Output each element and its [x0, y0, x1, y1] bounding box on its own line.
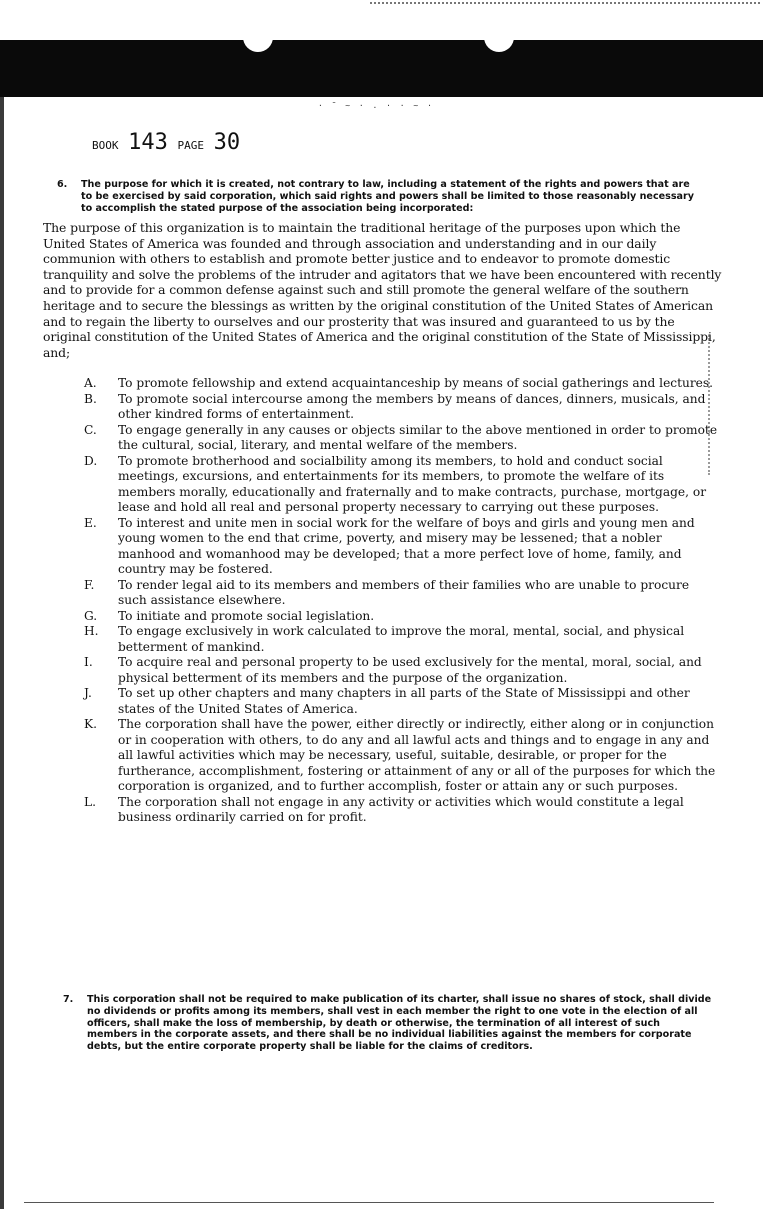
item-letter: J. [84, 686, 92, 700]
item-letter: F. [84, 577, 95, 592]
list-item [84, 454, 720, 516]
section-6-heading: The purpose for which it is created, not contrary to law, including a statement of the rights and powers that are to be exercised by said corporation, which said rights and powers shall be limited to those reasonably necessary to accomplish the stated purpose of the association being incorporated: [81, 179, 695, 214]
item-letter: C. [84, 422, 97, 437]
item-text: To promote social intercourse among the members by means of dances, dinners, musicals, and other kindred forms of entertainment. [118, 391, 706, 421]
purpose-items-list [84, 376, 720, 826]
item-text: To render legal aid to its members and members of their families who are unable to procure such assistance elsewhere. [118, 577, 690, 607]
list-item [84, 624, 720, 655]
book-page-reference [92, 130, 240, 155]
item-letter: D. [84, 453, 98, 468]
item-letter: B. [84, 391, 97, 406]
scan-artifact-specks: · ˜ ~ · . · · ~ · [318, 101, 434, 110]
item-text: To engage exclusively in work calculated to improve the moral, mental, social, and physical betterment of mankind. [118, 624, 685, 654]
section-6-number: 6. [57, 179, 68, 190]
list-item [84, 717, 720, 795]
list-item [84, 795, 720, 826]
purpose-paragraph: The purpose of this organization is to maintain the traditional heritage of the purposes upon which the United States of America was founded and through association and understanding and in our daily communion with others to establish and promote better justice and to endeavor to promote domestic tranquility and solve the problems of the intruder and agitators that we have been encountered with recently and to provide for a common defense against such and still promote the general welfare of the southern heritage and to secure the blessings as written by the original constitution of the United States of American and to regain the liberty to ourselves and our prosterity that was insured and guaranteed to us by the original constitution of the United States of America and the original constitution of the State of Mississippi, and; [43, 220, 722, 360]
section-6 [57, 179, 697, 215]
item-text: To set up other chapters and many chapters in all parts of the State of Mississippi and other states of the United States of America. [118, 686, 690, 716]
section-7-text: This corporation shall not be required to make publication of its charter, shall issue no shares of stock, shall divide no dividends or profits among its members, shall vest in each member the right to one vote in the election of all officers, shall make the loss of membership, by death or otherwise, the termination of all interest of such members in the corporate assets, and there shall be no individual liabilities against the members for corporate debts, but the entire corporate property shall be liable for the claims of creditors. [87, 994, 712, 1053]
item-letter: H. [84, 624, 99, 638]
book-label: BOOK [92, 139, 119, 152]
item-text: To initiate and promote social legislation. [118, 608, 375, 623]
item-letter: A. [84, 376, 97, 390]
item-text: To interest and unite men in social work for the welfare of boys and girls and young men and young women to the end that crime, poverty, and misery may be lessened; that a nobler manhood and womanhood may be developed; that a more perfect love of home, family, and country may be fostered. [118, 515, 695, 576]
list-item [84, 392, 720, 423]
list-item [84, 516, 720, 578]
book-number: 143 [128, 130, 168, 155]
item-letter: I. [84, 655, 93, 669]
item-text: To promote brotherhood and socialbility among its members, to hold and conduct social meetings, excursions, and entertainments for its members, to promote the welfare of its members morally, educationally and fraternally and to make contracts, purchase, mortgage, or lease and hold all real and personal property necessary to carrying out these purposes. [118, 453, 707, 514]
page-left-edge [0, 97, 4, 1209]
list-item [84, 578, 720, 609]
page-bottom-rule [24, 1202, 714, 1203]
scan-binding-band [0, 40, 763, 97]
item-text: The corporation shall not engage in any activity or activities which would constitute a legal business ordinarily carried on for profit. [118, 794, 684, 824]
item-text: To promote fellowship and extend acquaintanceship by means of social gatherings and lectures. [118, 376, 714, 390]
list-item [84, 609, 720, 625]
list-item [84, 423, 720, 454]
page-number: 30 [213, 130, 241, 155]
section-7 [63, 994, 713, 1053]
item-letter: G. [84, 608, 98, 623]
item-text: The corporation shall have the power, either directly or indirectly, either along or in conjunction or in cooperation with others, to do any and all lawful acts and things and to engage in any and all lawful activities which may be necessary, useful, suitable, desirable, or proper for the furtherance, accomplishment, fostering or attainment of any or all of the purposes for which the corporation is organized, and to further accomplish, foster or attain any or such purposes. [118, 717, 716, 793]
list-item [84, 686, 720, 717]
list-item [84, 376, 720, 392]
section-7-number: 7. [63, 994, 74, 1005]
list-item [84, 655, 720, 686]
item-text: To engage generally in any causes or objects similar to the above mentioned in order to promote the cultural, social, literary, and mental welfare of the members. [118, 422, 718, 452]
page-label: PAGE [177, 139, 205, 152]
item-letter: K. [84, 717, 97, 731]
scan-dotted-edge [370, 2, 760, 4]
item-letter: E. [84, 515, 97, 530]
item-letter: L. [84, 794, 96, 809]
item-text: To acquire real and personal property to be used exclusively for the mental, moral, social, and physical betterment of its members and the purpose of the organization. [118, 655, 702, 685]
